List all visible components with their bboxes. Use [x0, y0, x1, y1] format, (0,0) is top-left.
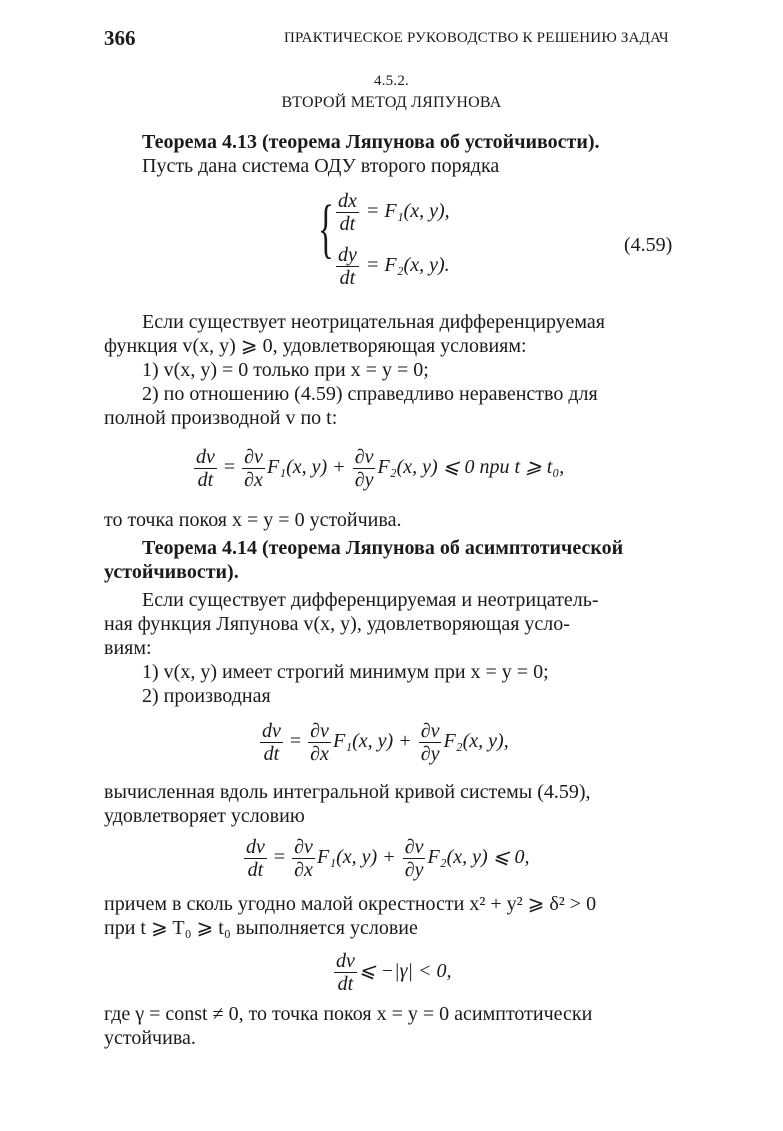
section-title: ВТОРОЙ МЕТОД ЛЯПУНОВА [281, 94, 502, 111]
text-line: причем в сколь угодно малой окрестности x² + y² ⩾ δ² > 0 [104, 893, 597, 915]
text-line: виям: [104, 637, 152, 659]
theorem-4-14-title-cont: устойчивости). [104, 561, 239, 583]
text-line: Если существует дифференцируемая и неотрицатель- [142, 589, 599, 611]
text-line: удовлетворяет условию [104, 805, 305, 827]
equation-1: $\frac{dx}{dt}$ = F₁(x, y), [338, 190, 450, 235]
equation-number-4-59: (4.59) [624, 234, 673, 256]
text-line: полной производной v по t: [104, 407, 338, 429]
page-number: 366 [104, 26, 136, 50]
text-line: где γ = const ≠ 0, то точка покоя x = y = 0 асимптотически [104, 1003, 593, 1025]
condition-1: 1) v(x, y) = 0 только при x = y = 0; [142, 359, 429, 381]
condition-1: 1) v(x, y) имеет строгий минимум при x = y = 0; [142, 661, 549, 683]
theorem-4-13-intro: Пусть дана система ОДУ второго порядка [142, 155, 500, 177]
section-number: 4.5.2. [374, 73, 409, 89]
strict-inequality: $\frac{dv}{dt}$ ⩽ −|γ| < 0, [336, 950, 452, 995]
text-line: при t ⩾ T₀ ⩾ t₀ выполняется условие [104, 917, 418, 939]
text-line: устойчива. [104, 1027, 196, 1049]
derivative-inequality: $\frac{dv}{dt}$ = $\frac{\partial v}{\partial x}$ F₁(x, y) + $\frac{\partial v}{\partial y}$ F₂(x, y) ⩽ 0, [246, 836, 530, 881]
equation-2: $\frac{dy}{dt}$ = F₂(x, y). [338, 244, 450, 289]
text-line: Если существует неотрицательная дифференцируемая [142, 311, 605, 333]
text-line: вычисленная вдоль интегральной кривой системы (4.59), [104, 781, 591, 803]
conclusion: то точка покоя x = y = 0 устойчива. [104, 509, 402, 531]
text-line: функция v(x, y) ⩾ 0, удовлетворяющая условиям: [104, 335, 527, 357]
condition-2: 2) по отношению (4.59) справедливо неравенство для [142, 383, 598, 405]
theorem-4-14-title: Теорема 4.14 (теорема Ляпунова об асимптотической [142, 537, 624, 559]
derivative-formula: $\frac{dv}{dt}$ = $\frac{\partial v}{\partial x}$ F₁(x, y) + $\frac{\partial v}{\partial y}$ F₂(x, y), [262, 720, 509, 765]
condition-2: 2) производная [142, 685, 271, 707]
running-title: ПРАКТИЧЕСКОЕ РУКОВОДСТВО К РЕШЕНИЮ ЗАДАЧ [284, 30, 669, 46]
total-derivative-formula: $\frac{dv}{dt}$ = $\frac{\partial v}{\partial x}$ F₁(x, y) + $\frac{\partial v}{\partial y}$ F₂(x, y) ⩽ 0 при t ⩾ t₀, [196, 446, 565, 491]
text-line: ная функция Ляпунова v(x, y), удовлетворяющая усло- [104, 613, 570, 635]
theorem-4-13-title: Теорема 4.13 (теорема Ляпунова об устойчивости). [142, 131, 600, 153]
system-brace: { [318, 192, 334, 265]
